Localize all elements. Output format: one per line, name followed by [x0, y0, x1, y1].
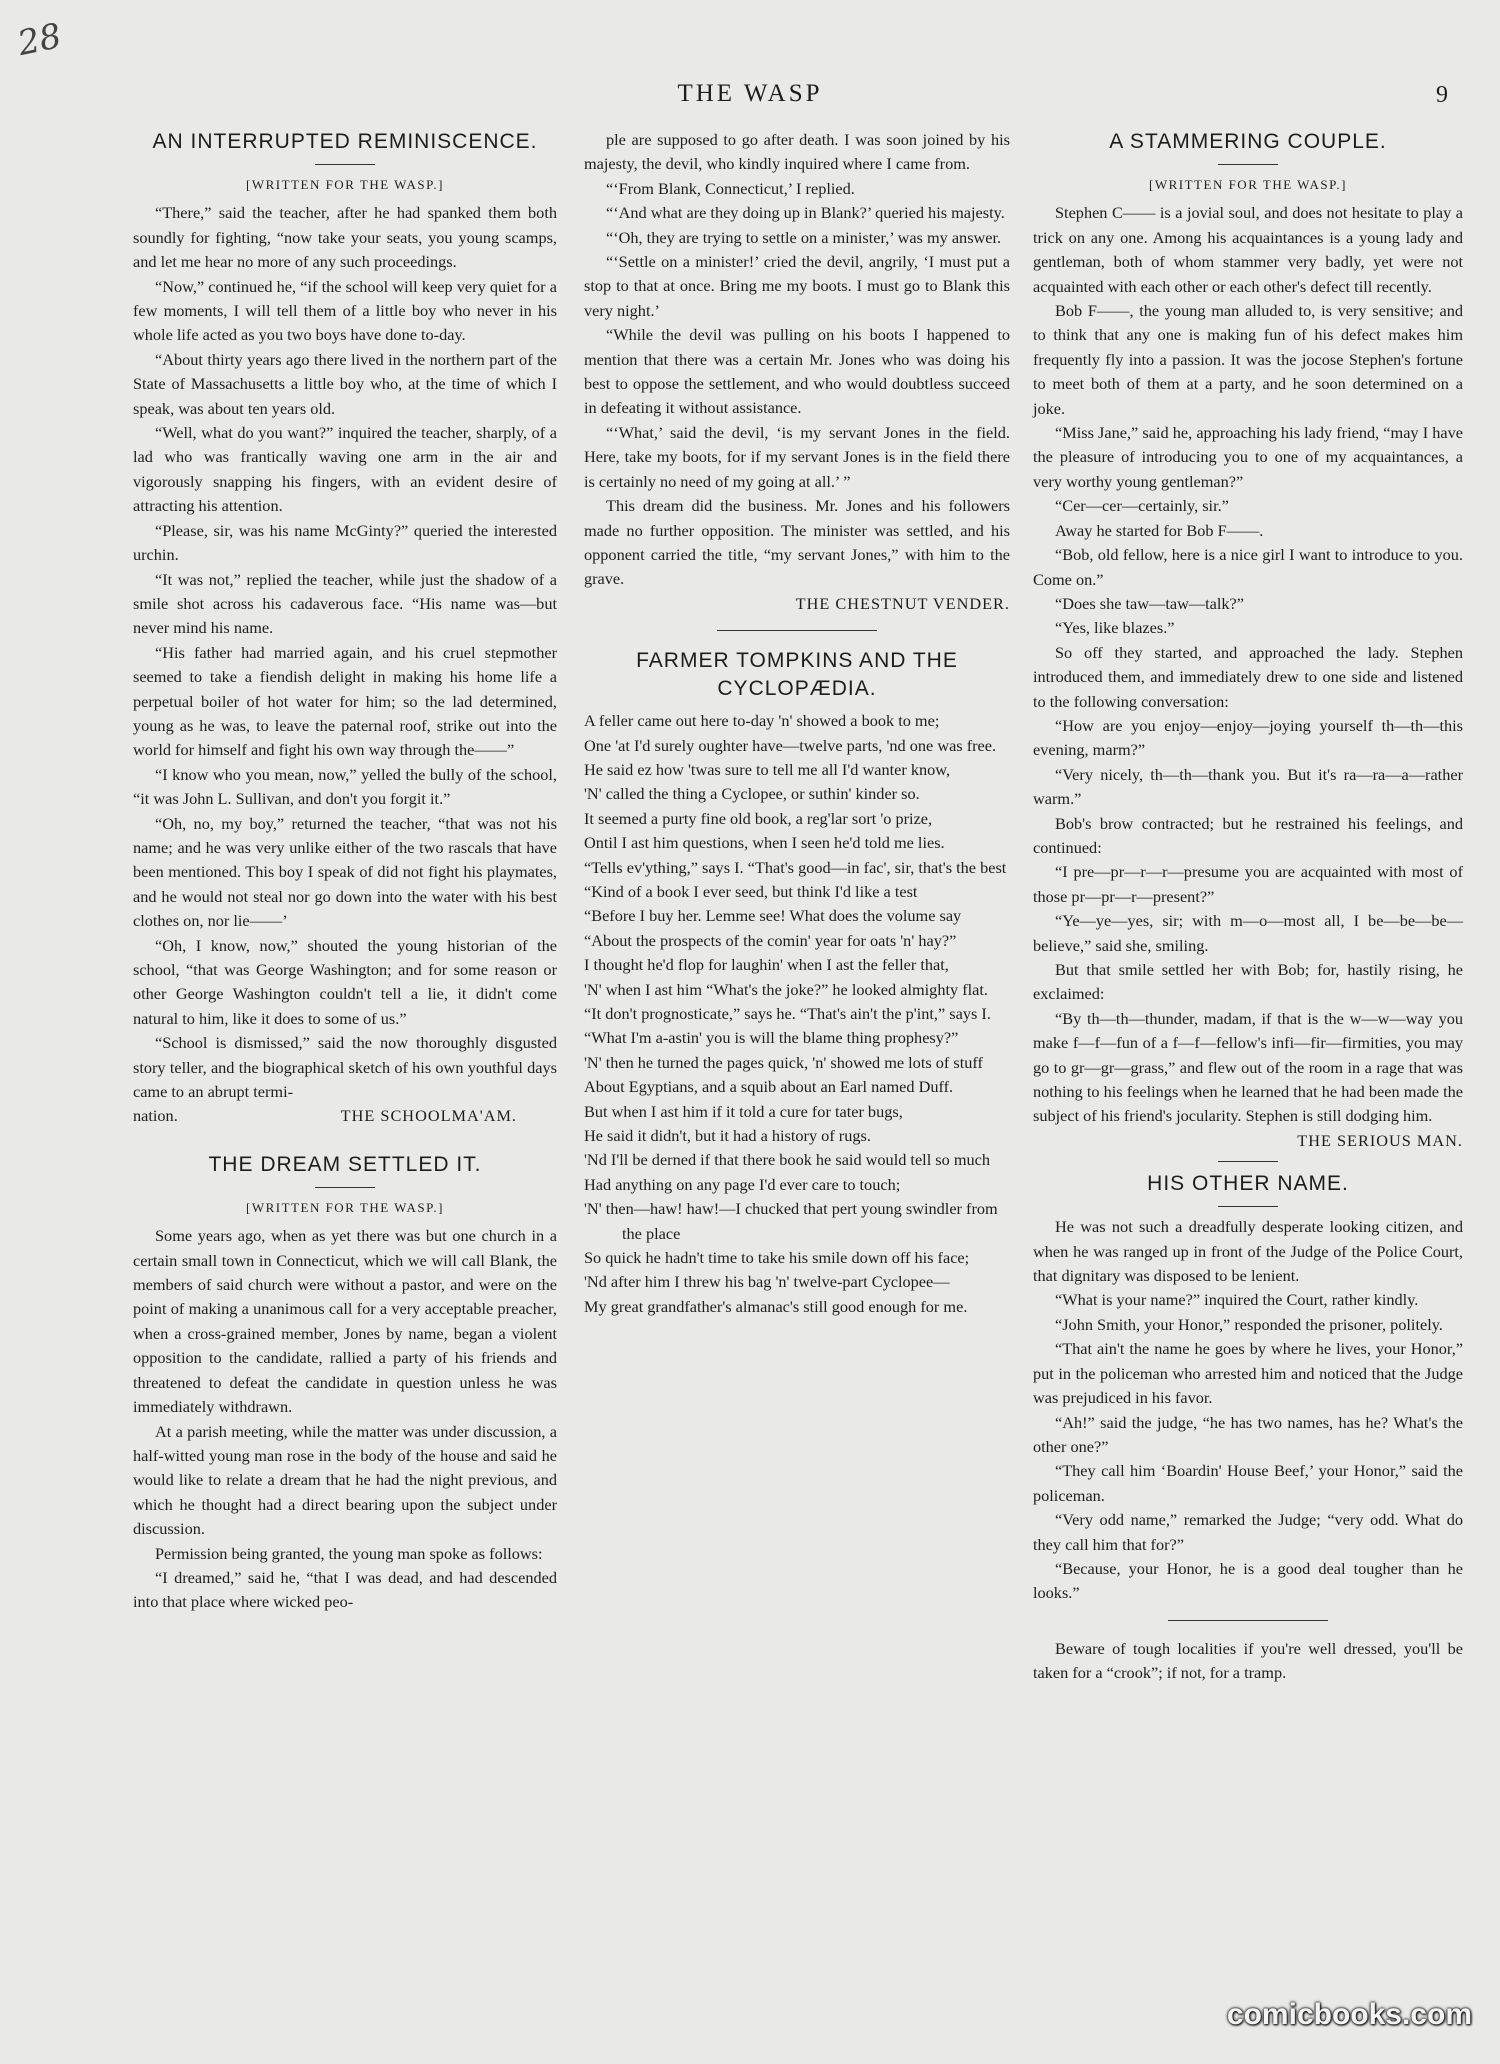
story-title-interrupted-reminiscence: AN INTERRUPTED REMINISCENCE. — [152, 130, 538, 153]
column-2 — [584, 128, 1010, 1319]
paragraph: “There,” said the teacher, after he had spanked them both soundly for fighting, “now take your seats, you young scamps, and let me hear no more of any such proceedings. — [133, 203, 557, 272]
paragraph: “Cer—cer—certainly, sir.” — [1055, 496, 1229, 516]
poem-title-farmer-tompkins: FARMER TOMPKINS AND THE CYCLOPÆDIA. — [636, 649, 958, 701]
paragraph: “John Smith, your Honor,” responded the prisoner, politely. — [1055, 1314, 1443, 1334]
poem-line: Ontil I ast him questions, when I seen he'd told me lies. — [584, 833, 945, 853]
paragraph: Bob F——, the young man alluded to, is very sensitive; and to think that any one is making fun of his defect makes him frequently fly into a passion. It was the jocose Stephen's fortune to meet both of them at a party, and he soon determined on a joke. — [1033, 301, 1463, 418]
paragraph: “‘And what are they doing up in Blank?’ queried his majesty. — [606, 203, 1005, 223]
paragraph: This dream did the business. Mr. Jones and his followers made no further opposition. The minister was settled, and his opponent carried the title, “my servant Jones,” with him to the grave. — [584, 496, 1010, 589]
poem-body — [584, 709, 1010, 1319]
byline: [WRITTEN FOR THE WASP.] — [246, 177, 444, 192]
column-3 — [1033, 128, 1463, 1686]
closing-quip: Beware of tough localities if you're well dressed, you'll be taken for a “crook”; if not, for a tramp. — [1033, 1638, 1463, 1683]
paragraph: “Now,” continued he, “if the school will keep very quiet for a few moments, I will tell them of a little boy who never in his whole life acted as you two boys have done to-day. — [133, 276, 557, 345]
poem-line: He said it didn't, but it had a history of rugs. — [584, 1126, 871, 1146]
paragraph: “Oh, I know, now,” shouted the young historian of the school, “that was George Washington; and for some reason or other George Washington couldn't tell a lie, it didn't come natural to him, like it does to some of us.” — [133, 935, 557, 1028]
poem-line: He said ez how 'twas sure to tell me all I'd wanter know, — [584, 759, 951, 779]
poem-line: 'N' when I ast him “What's the joke?” he looked almighty flat. — [584, 979, 988, 999]
story-body-his-other-name — [1033, 1215, 1463, 1606]
paragraph: Away he started for Bob F——. — [1055, 520, 1264, 540]
poem-line: About Egyptians, and a squib about an Earl named Duff. — [584, 1077, 954, 1097]
poem-line: “About the prospects of the comin' year for oats 'n' hay?” — [584, 930, 957, 950]
paragraph: Permission being granted, the young man spoke as follows: — [155, 1543, 543, 1563]
poem-line: It seemed a purty fine old book, a reg'lar sort 'o prize, — [584, 808, 933, 828]
poem-line: One 'at I'd surely oughter have—twelve parts, 'nd one was free. — [584, 735, 997, 755]
paragraph: “Very odd name,” remarked the Judge; “very odd. What do they call him that for?” — [1033, 1510, 1463, 1554]
title-rule — [315, 1187, 375, 1188]
poem-line: “Kind of a book I ever seed, but think I'd like a test — [584, 881, 918, 901]
paragraph: “Well, what do you want?” inquired the teacher, sharply, of a lad who was frantically waving one arm in the air and vigorously snapping his fingers, with an evident desire of attracting his attention. — [133, 423, 557, 516]
paragraph: Stephen C—— is a jovial soul, and does not hesitate to play a trick on any one. Among his acquaintances is a young lady and gentleman, both of whom stammer very badly, yet were not acquainted with each other or each other's defect till recently. — [1033, 203, 1463, 296]
poem-line: 'N' then—haw! haw!—I chucked that pert young swindler from the place — [584, 1199, 998, 1243]
spacer — [133, 1129, 557, 1151]
page-number: 9 — [1436, 82, 1448, 108]
title-rule — [1218, 1206, 1278, 1207]
poem-line: 'Nd after him I threw his bag 'n' twelve-part Cyclopee— — [584, 1272, 950, 1292]
poem-line: So quick he hadn't time to take his smile down off his face; — [584, 1248, 970, 1268]
paragraph: “Yes, like blazes.” — [1055, 618, 1175, 638]
poem-line: My great grandfather's almanac's still good enough for me. — [584, 1296, 968, 1316]
paragraph: “Ye—ye—yes, sir; with m—o—most all, I be—be—be—believe,” said she, smiling. — [1033, 911, 1463, 955]
paragraph: “‘Oh, they are trying to settle on a minister,’ was my answer. — [606, 227, 1002, 247]
closing-word: nation. — [133, 1106, 178, 1126]
paragraph: “Miss Jane,” said he, approaching his lady friend, “may I have the pleasure of introducing you to one of my acquaintances, a very worthy young gentleman?” — [1033, 423, 1463, 491]
poem-line: But when I ast him if it told a cure for tater bugs, — [584, 1101, 903, 1121]
closing-line — [133, 1104, 557, 1128]
poem-line: 'Nd I'll be derned if that there book he said would tell so much — [584, 1150, 991, 1170]
poem-line: “It don't prognosticate,” says he. “That's ain't the p'int,” says I. — [584, 1004, 991, 1023]
paragraph: Bob's brow contracted; but he restrained his feelings, and continued: — [1033, 813, 1463, 857]
paragraph: “I know who you mean, now,” yelled the bully of the school, “it was John L. Sullivan, and don't you forgit it.” — [133, 764, 557, 809]
poem-line: Had anything on any page I'd ever care to touch; — [584, 1174, 901, 1194]
byline: [WRITTEN FOR THE WASP.] — [1149, 177, 1347, 192]
story-title-stammering-couple: A STAMMERING COUPLE. — [1109, 130, 1387, 153]
watermark-logo: comicbooks.com — [1226, 1998, 1472, 2031]
paragraph: “How are you enjoy—enjoy—joying yourself th—th—this evening, marm?” — [1033, 715, 1463, 760]
paragraph: “I pre—pr—r—r—presume you are acquainted with most of those pr—pr—r—present?” — [1033, 862, 1463, 906]
author-signature: THE SCHOOLMA'AM. — [340, 1106, 517, 1126]
section-divider — [1168, 1620, 1328, 1621]
poem-line: “What I'm a-astin' you is will the blame thing prophesy?” — [584, 1028, 959, 1048]
story-title-his-other-name: HIS OTHER NAME. — [1147, 1172, 1349, 1196]
story-body-dream-continued — [584, 128, 1010, 592]
poem-line: 'N' called the thing a Cyclopee, or suthin' kinder so. — [584, 784, 920, 804]
author-signature: THE CHESTNUT VENDER. — [795, 593, 1010, 613]
paragraph: “They call him ‘Boardin' House Beef,’ your Honor,” said the policeman. — [1033, 1461, 1463, 1505]
story-body-dream-settled-it — [133, 1224, 557, 1615]
section-divider — [1218, 1161, 1278, 1162]
paragraph: “While the devil was pulling on his boots I happened to mention that there was a certain Mr. Jones who was doing his best to oppose the settlement, and who would doubtless succeed in defeating it without assistance. — [584, 325, 1010, 418]
paragraph: But that smile settled her with Bob; for, hastily rising, he exclaimed: — [1033, 960, 1463, 1004]
paragraph: ple are supposed to go after death. I was soon joined by his majesty, the devil, who kindly inquired where I came from. — [584, 130, 1010, 174]
paragraph: “Please, sir, was his name McGinty?” queried the interested urchin. — [133, 520, 557, 565]
title-rule — [1218, 164, 1278, 165]
paragraph: “Bob, old fellow, here is a nice girl I want to introduce to you. Come on.” — [1033, 545, 1463, 589]
paragraph: “His father had married again, and his cruel stepmother seemed to take a fiendish delight in making his home life a perpetual boiler of hot water for him; so the lad determined, young as he was, to leave the paternal roof, strike out into the world for himself and fight his own way through the——” — [133, 642, 557, 760]
paragraph: “By th—th—thunder, madam, if that is the w—w—way you make f—f—fun of a f—f—fellow's infi—fir—firmities, you may go to gr—gr—grass,” and flew out of the room in a rage that was nothing to his feelings when he learned that he had been made the subject of his friend's jocularity. Stephen is still dodging him. — [1033, 1008, 1463, 1126]
poem-line: I thought he'd flop for laughin' when I ast the feller that, — [584, 955, 949, 975]
paragraph: “I dreamed,” said he, “that I was dead, and had descended into that place where wicked peo- — [133, 1567, 557, 1612]
paragraph: “That ain't the name he goes by where he lives, your Honor,” put in the policeman who arrested him and noticed that the Judge was prejudiced in his favor. — [1033, 1339, 1463, 1408]
paragraph: “‘What,’ said the devil, ‘is my servant Jones in the field. Here, take my boots, for if my servant Jones is in the field there is certainly no need of my going at all.’ ” — [584, 422, 1010, 491]
title-rule — [315, 164, 375, 165]
poem-line: “Before I buy her. Lemme see! What does the volume say — [584, 906, 962, 926]
paragraph: “It was not,” replied the teacher, while just the shadow of a smile shot across his cadaverous face. “His name was—but never mind his name. — [133, 569, 557, 638]
column-1 — [133, 128, 557, 1615]
paragraph: “School is dismissed,” said the now thoroughly disgusted story teller, and the biographical sketch of his own youthful days came to an abrupt termi- — [133, 1033, 557, 1102]
paragraph: “Does she taw—taw—talk?” — [1055, 593, 1244, 613]
story-title-dream-settled-it: THE DREAM SETTLED IT. — [208, 1152, 482, 1176]
paragraph: “Ah!” said the judge, “he has two names, has he? What's the other one?” — [1033, 1412, 1463, 1456]
paragraph: “About thirty years ago there lived in the northern part of the State of Massachusetts a little boy who, at the time of which I speak, was about ten years old. — [133, 349, 557, 418]
paragraph: “‘Settle on a minister!’ cried the devil, angrily, ‘I must put a stop to that at once. Bring me my boots. I must go to Blank this very night.’ — [584, 252, 1010, 320]
section-divider — [717, 630, 877, 631]
paragraph: “Oh, no, my boy,” returned the teacher, “that was not his name; and he was very unlike either of the two rascals that have been mentioned. This boy I speak of did not fight his playmates, and he would not steal nor go down into the water with his best clothes on, nor lie——’ — [133, 813, 557, 931]
author-signature: THE SERIOUS MAN. — [1297, 1130, 1463, 1150]
paragraph: “Because, your Honor, he is a good deal tougher than he looks.” — [1033, 1558, 1463, 1603]
paragraph: Some years ago, when as yet there was but one church in a certain small town in Connecticut, which we will call Blank, the members of said church were without a pastor, and were on the point of making a unanimous call for a very acceptable preacher, when a cross-grained member, Jones by name, began a violent opposition to the candidate, rallied a party of his friends and threatened to defeat the candidate in question unless he was immediately withdrawn. — [133, 1226, 557, 1417]
poem-line: 'N' then he turned the pages quick, 'n' showed me lots of stuff — [584, 1052, 983, 1072]
handwritten-page-mark: 28 — [14, 15, 65, 65]
poem-line: A feller came out here to-day 'n' showed a book to me; — [584, 711, 940, 731]
paragraph: “‘From Blank, Connecticut,’ I replied. — [606, 178, 855, 198]
paragraph: So off they started, and approached the lady. Stephen introduced them, and immediately drew to one side and listened to the following conversation: — [1033, 642, 1463, 711]
masthead: THE WASP — [677, 80, 823, 107]
paragraph: “What is your name?” inquired the Court, rather kindly. — [1055, 1290, 1419, 1310]
paragraph: He was not such a dreadfully desperate looking citizen, and when he was ranged up in front of the Judge of the Police Court, that dignitary was disposed to be lenient. — [1033, 1217, 1463, 1286]
paragraph: “Very nicely, th—th—thank you. But it's ra—ra—a—rather warm.” — [1033, 764, 1463, 809]
byline: [WRITTEN FOR THE WASP.] — [246, 1199, 444, 1215]
paragraph: At a parish meeting, while the matter was under discussion, a half-witted young man rose in the body of the house and said he would like to relate a dream that he had the night previous, and which he thought had a direct bearing upon the subject under discussion. — [133, 1421, 557, 1539]
poem-line: “Tells ev'ything,” says I. “That's good—in fac', sir, that's the best — [584, 857, 1007, 877]
story-body-interrupted-reminiscence — [133, 201, 557, 1104]
story-body-stammering-couple — [1033, 201, 1463, 1128]
